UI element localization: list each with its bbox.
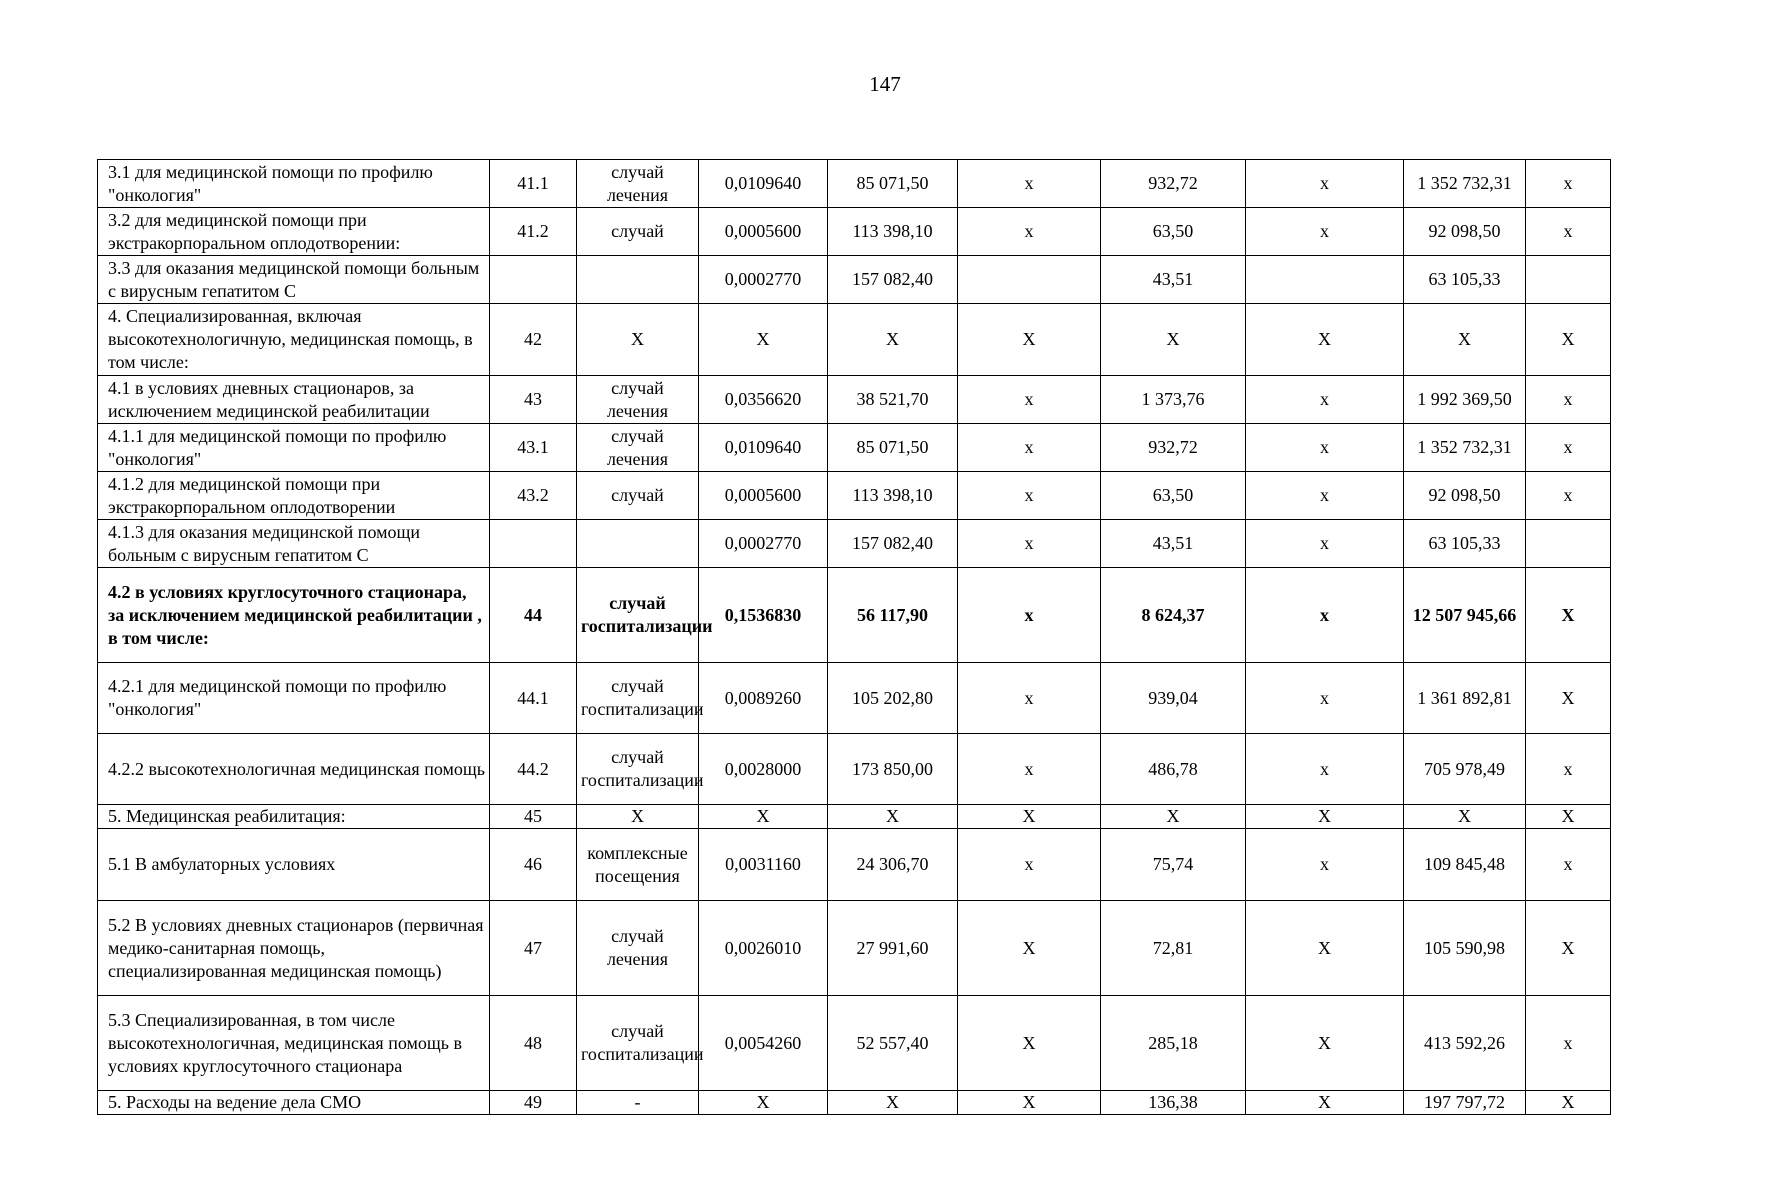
table-row [98, 996, 1611, 1091]
column-8-cell: Х [1246, 901, 1404, 996]
column-9-cell: 63 105,33 [1404, 520, 1526, 568]
column-7-cell: 63,50 [1101, 472, 1246, 520]
column-10-cell: х [1526, 376, 1611, 424]
table-row [98, 256, 1611, 304]
column-10-cell: Х [1526, 805, 1611, 829]
unit-cell: случай лечения [577, 376, 699, 424]
row-code-cell: 45 [490, 805, 577, 829]
row-code-cell: 47 [490, 901, 577, 996]
rate-cell: 0,0002770 [699, 520, 828, 568]
table-row [98, 805, 1611, 829]
rate-cell: 0,0031160 [699, 829, 828, 901]
column-7-cell: 932,72 [1101, 160, 1246, 208]
cost-cell: 173 850,00 [828, 734, 958, 805]
table-body [98, 160, 1611, 1115]
column-8-cell [1246, 256, 1404, 304]
unit-cell: случай госпитализации [577, 996, 699, 1091]
column-9-cell: 92 098,50 [1404, 472, 1526, 520]
column-7-cell: 136,38 [1101, 1091, 1246, 1115]
column-8-cell: х [1246, 376, 1404, 424]
column-10-cell: х [1526, 424, 1611, 472]
rate-cell: 0,0028000 [699, 734, 828, 805]
column-9-cell: 705 978,49 [1404, 734, 1526, 805]
rate-cell: 0,1536830 [699, 568, 828, 663]
column-8-cell: Х [1246, 996, 1404, 1091]
column-9-cell: 105 590,98 [1404, 901, 1526, 996]
column-7-cell: 1 373,76 [1101, 376, 1246, 424]
column-7-cell: 72,81 [1101, 901, 1246, 996]
column-10-cell: Х [1526, 304, 1611, 376]
table-row [98, 829, 1611, 901]
table-row [98, 160, 1611, 208]
row-name-cell: 5. Медицинская реабилитация: [98, 805, 490, 829]
cost-cell: 157 082,40 [828, 520, 958, 568]
table-row [98, 568, 1611, 663]
table-row [98, 208, 1611, 256]
column-6-cell: х [958, 472, 1101, 520]
unit-cell: случай [577, 208, 699, 256]
column-6-cell: х [958, 829, 1101, 901]
row-code-cell: 41.2 [490, 208, 577, 256]
row-code-cell: 42 [490, 304, 577, 376]
rate-cell: 0,0005600 [699, 208, 828, 256]
table-row [98, 376, 1611, 424]
row-name-cell: 4.2.1 для медицинской помощи по профилю "онкология" [98, 663, 490, 734]
column-10-cell [1526, 520, 1611, 568]
column-9-cell: 1 352 732,31 [1404, 160, 1526, 208]
unit-cell: комплексные посещения [577, 829, 699, 901]
column-8-cell: х [1246, 520, 1404, 568]
unit-cell: Х [577, 304, 699, 376]
row-name-cell: 4. Специализированная, включая высокотехнологичную, медицинская помощь, в том числе: [98, 304, 490, 376]
column-9-cell: 12 507 945,66 [1404, 568, 1526, 663]
row-code-cell: 44.1 [490, 663, 577, 734]
column-7-cell: 8 624,37 [1101, 568, 1246, 663]
column-8-cell: Х [1246, 805, 1404, 829]
column-8-cell: х [1246, 734, 1404, 805]
column-10-cell: х [1526, 829, 1611, 901]
column-10-cell: х [1526, 996, 1611, 1091]
column-9-cell: 92 098,50 [1404, 208, 1526, 256]
rate-cell: 0,0089260 [699, 663, 828, 734]
unit-cell: Х [577, 805, 699, 829]
row-code-cell: 43 [490, 376, 577, 424]
cost-cell: 113 398,10 [828, 472, 958, 520]
column-8-cell: х [1246, 663, 1404, 734]
row-name-cell: 5. Расходы на ведение дела СМО [98, 1091, 490, 1115]
column-7-cell: 285,18 [1101, 996, 1246, 1091]
row-code-cell: 43.2 [490, 472, 577, 520]
column-8-cell: х [1246, 829, 1404, 901]
table-row [98, 424, 1611, 472]
column-9-cell: 197 797,72 [1404, 1091, 1526, 1115]
unit-cell: случай [577, 472, 699, 520]
column-6-cell: Х [958, 805, 1101, 829]
unit-cell: случай лечения [577, 160, 699, 208]
column-8-cell: х [1246, 472, 1404, 520]
column-10-cell: х [1526, 208, 1611, 256]
column-6-cell: х [958, 734, 1101, 805]
column-7-cell: 63,50 [1101, 208, 1246, 256]
column-6-cell: х [958, 160, 1101, 208]
rate-cell: 0,0054260 [699, 996, 828, 1091]
column-9-cell: 109 845,48 [1404, 829, 1526, 901]
column-9-cell: 413 592,26 [1404, 996, 1526, 1091]
column-10-cell: Х [1526, 568, 1611, 663]
column-6-cell: Х [958, 304, 1101, 376]
row-code-cell: 44 [490, 568, 577, 663]
row-name-cell: 3.2 для медицинской помощи при экстракорпоральном оплодотворении: [98, 208, 490, 256]
column-6-cell: Х [958, 996, 1101, 1091]
column-6-cell: х [958, 376, 1101, 424]
unit-cell: случай госпитализации [577, 663, 699, 734]
column-6-cell: Х [958, 1091, 1101, 1115]
cost-cell: 113 398,10 [828, 208, 958, 256]
column-10-cell [1526, 256, 1611, 304]
column-8-cell: х [1246, 568, 1404, 663]
rate-cell: 0,0109640 [699, 424, 828, 472]
table-row [98, 520, 1611, 568]
column-7-cell: 43,51 [1101, 520, 1246, 568]
cost-cell: Х [828, 805, 958, 829]
unit-cell: случай госпитализации [577, 734, 699, 805]
column-9-cell: 1 992 369,50 [1404, 376, 1526, 424]
rate-cell: Х [699, 1091, 828, 1115]
unit-cell [577, 520, 699, 568]
column-7-cell: 75,74 [1101, 829, 1246, 901]
row-name-cell: 3.1 для медицинской помощи по профилю "онкология" [98, 160, 490, 208]
column-10-cell: х [1526, 734, 1611, 805]
row-code-cell: 48 [490, 996, 577, 1091]
column-6-cell: х [958, 663, 1101, 734]
column-7-cell: Х [1101, 805, 1246, 829]
unit-cell: случай лечения [577, 424, 699, 472]
table-row [98, 472, 1611, 520]
row-code-cell [490, 256, 577, 304]
rate-cell: Х [699, 805, 828, 829]
column-9-cell: 1 352 732,31 [1404, 424, 1526, 472]
column-9-cell: 1 361 892,81 [1404, 663, 1526, 734]
page-number: 147 [869, 72, 901, 96]
column-8-cell: Х [1246, 304, 1404, 376]
cost-cell: 24 306,70 [828, 829, 958, 901]
column-6-cell: х [958, 424, 1101, 472]
cost-cell: 38 521,70 [828, 376, 958, 424]
column-10-cell: Х [1526, 1091, 1611, 1115]
rate-cell: 0,0026010 [699, 901, 828, 996]
column-9-cell: 63 105,33 [1404, 256, 1526, 304]
rate-cell: 0,0109640 [699, 160, 828, 208]
column-10-cell: Х [1526, 663, 1611, 734]
cost-cell: Х [828, 304, 958, 376]
rate-cell: Х [699, 304, 828, 376]
table-row [98, 1091, 1611, 1115]
column-7-cell: 939,04 [1101, 663, 1246, 734]
column-8-cell: х [1246, 208, 1404, 256]
column-8-cell: х [1246, 424, 1404, 472]
table-row [98, 304, 1611, 376]
column-6-cell: Х [958, 901, 1101, 996]
row-code-cell: 41.1 [490, 160, 577, 208]
row-code-cell: 46 [490, 829, 577, 901]
unit-cell [577, 256, 699, 304]
unit-cell: случай госпитализации [577, 568, 699, 663]
cost-cell: Х [828, 1091, 958, 1115]
column-7-cell: 486,78 [1101, 734, 1246, 805]
cost-cell: 56 117,90 [828, 568, 958, 663]
row-name-cell: 4.1.3 для оказания медицинской помощи больным с вирусным гепатитом С [98, 520, 490, 568]
column-6-cell [958, 256, 1101, 304]
row-name-cell: 3.3 для оказания медицинской помощи больным с вирусным гепатитом С [98, 256, 490, 304]
cost-cell: 105 202,80 [828, 663, 958, 734]
column-10-cell: х [1526, 160, 1611, 208]
row-name-cell: 4.2 в условиях круглосуточного стационара, за исключением медицинской реабилитации , в том числе: [98, 568, 490, 663]
financing-table [97, 159, 1611, 1115]
table-row [98, 734, 1611, 805]
table-row [98, 663, 1611, 734]
rate-cell: 0,0005600 [699, 472, 828, 520]
column-6-cell: х [958, 568, 1101, 663]
row-code-cell: 43.1 [490, 424, 577, 472]
table-row [98, 901, 1611, 996]
column-9-cell: Х [1404, 304, 1526, 376]
cost-cell: 85 071,50 [828, 160, 958, 208]
row-name-cell: 4.1.1 для медицинской помощи по профилю "онкология" [98, 424, 490, 472]
cost-cell: 85 071,50 [828, 424, 958, 472]
cost-cell: 157 082,40 [828, 256, 958, 304]
row-name-cell: 4.2.2 высокотехнологичная медицинская помощь [98, 734, 490, 805]
column-8-cell: х [1246, 160, 1404, 208]
cost-cell: 52 557,40 [828, 996, 958, 1091]
rate-cell: 0,0356620 [699, 376, 828, 424]
column-9-cell: Х [1404, 805, 1526, 829]
cost-cell: 27 991,60 [828, 901, 958, 996]
column-8-cell: Х [1246, 1091, 1404, 1115]
row-name-cell: 5.2 В условиях дневных стационаров (первичная медико-санитарная помощь, специализированная медицинская помощь) [98, 901, 490, 996]
column-10-cell: х [1526, 472, 1611, 520]
rate-cell: 0,0002770 [699, 256, 828, 304]
column-10-cell: Х [1526, 901, 1611, 996]
unit-cell: случай лечения [577, 901, 699, 996]
column-7-cell: 43,51 [1101, 256, 1246, 304]
unit-cell: - [577, 1091, 699, 1115]
row-name-cell: 4.1.2 для медицинской помощи при экстракорпоральном оплодотворении [98, 472, 490, 520]
column-6-cell: х [958, 520, 1101, 568]
row-code-cell [490, 520, 577, 568]
column-7-cell: Х [1101, 304, 1246, 376]
row-name-cell: 5.3 Специализированная, в том числе высокотехнологичная, медицинская помощь в условиях круглосуточного стационара [98, 996, 490, 1091]
row-code-cell: 49 [490, 1091, 577, 1115]
column-7-cell: 932,72 [1101, 424, 1246, 472]
row-name-cell: 5.1 В амбулаторных условиях [98, 829, 490, 901]
row-code-cell: 44.2 [490, 734, 577, 805]
row-name-cell: 4.1 в условиях дневных стационаров, за исключением медицинской реабилитации [98, 376, 490, 424]
column-6-cell: х [958, 208, 1101, 256]
